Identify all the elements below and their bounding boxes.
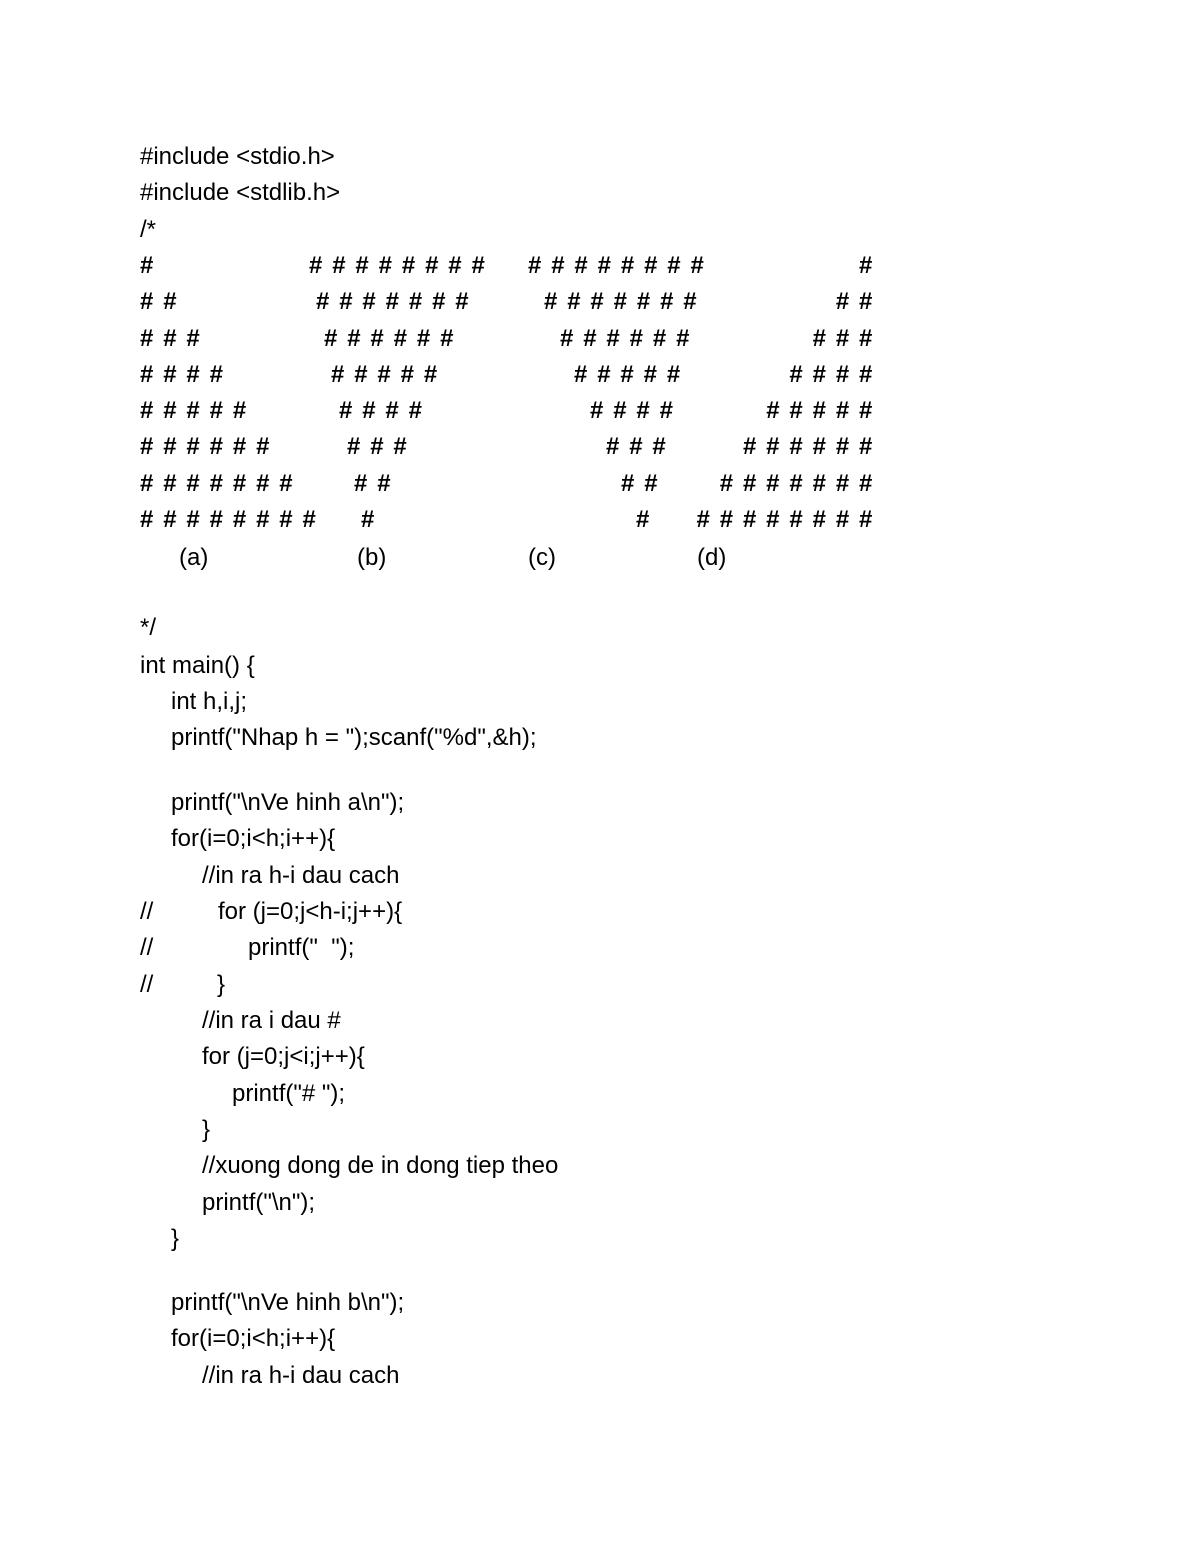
figure-c-row: # # # # # # [560, 325, 692, 352]
figure-c-row: # # # # # # # [544, 288, 699, 315]
figure-a-row: # # # # [140, 361, 225, 388]
code-line: for(i=0;i<h;i++){ [171, 1325, 336, 1352]
code-line: for(i=0;i<h;i++){ [171, 825, 336, 852]
comment-close-line: */ [140, 614, 157, 641]
include-stdlib-line: #include <stdlib.h> [140, 179, 341, 206]
comment-marker: // [140, 934, 154, 961]
figure-d-row: # # # # # [766, 397, 874, 424]
code-line: //xuong dong de in dong tiep theo [202, 1152, 559, 1179]
figure-b-row: # # # [347, 433, 409, 460]
figure-d-row: # # # # # # [742, 433, 874, 460]
figure-d-row: # [859, 252, 874, 279]
code-line: } [217, 971, 226, 998]
figure-b-row: # # # # # # # [316, 288, 471, 315]
figure-a-row: # # # # # # [140, 433, 272, 460]
figure-b-row: # # # # [339, 397, 424, 424]
figure-c-row: # # # # [590, 397, 675, 424]
code-line: printf("\nVe hinh b\n"); [171, 1289, 405, 1316]
comment-marker: // [140, 898, 154, 925]
figure-a-row: # # # # # [140, 397, 248, 424]
figure-a-row: # # # # # # # # [140, 506, 318, 533]
code-line: //in ra h-i dau cach [202, 1362, 400, 1389]
figure-b-row: # # [354, 470, 393, 497]
code-line: printf("# "); [232, 1080, 346, 1107]
code-line: for (j=0;j<h-i;j++){ [218, 898, 403, 925]
figure-label-a: (a) [179, 544, 209, 571]
code-line: //in ra h-i dau cach [202, 862, 400, 889]
figure-a-row: # # [140, 288, 179, 315]
code-line: int main() { [140, 652, 255, 679]
comment-marker: // [140, 971, 154, 998]
figure-label-c: (c) [528, 544, 556, 571]
code-line: for (j=0;j<i;j++){ [202, 1043, 365, 1070]
include-stdio-line: #include <stdio.h> [140, 143, 335, 170]
code-line: int h,i,j; [171, 688, 248, 715]
figure-c-row: # [636, 506, 651, 533]
code-line: printf("\n"); [202, 1189, 316, 1216]
figure-d-row: # # # # # # # # [696, 506, 874, 533]
figure-c-row: # # # [606, 433, 668, 460]
figure-b-row: # # # # # # [324, 325, 456, 352]
figure-label-b: (b) [357, 544, 387, 571]
figure-b-row: # # # # # [331, 361, 439, 388]
code-line: printf(" "); [248, 934, 355, 961]
figure-b-row: # [361, 506, 376, 533]
figure-d-row: # # [835, 288, 874, 315]
code-line: } [171, 1225, 180, 1252]
figure-c-row: # # # # # # # # [528, 252, 706, 279]
figure-a-row: # [140, 252, 155, 279]
code-line: //in ra i dau # [202, 1007, 341, 1034]
code-line: printf("\nVe hinh a\n"); [171, 789, 405, 816]
figure-b-row: # # # # # # # # [309, 252, 487, 279]
figure-d-row: # # # # [789, 361, 874, 388]
figure-d-row: # # # [812, 325, 874, 352]
figure-d-row: # # # # # # # [719, 470, 874, 497]
figure-c-row: # # # # # [574, 361, 682, 388]
code-line: printf("Nhap h = ");scanf("%d",&h); [171, 724, 537, 751]
comment-open-line: /* [140, 216, 157, 243]
figure-a-row: # # # [140, 325, 202, 352]
figure-label-d: (d) [697, 544, 727, 571]
figure-a-row: # # # # # # # [140, 470, 295, 497]
code-line: } [202, 1116, 211, 1143]
figure-c-row: # # [621, 470, 660, 497]
